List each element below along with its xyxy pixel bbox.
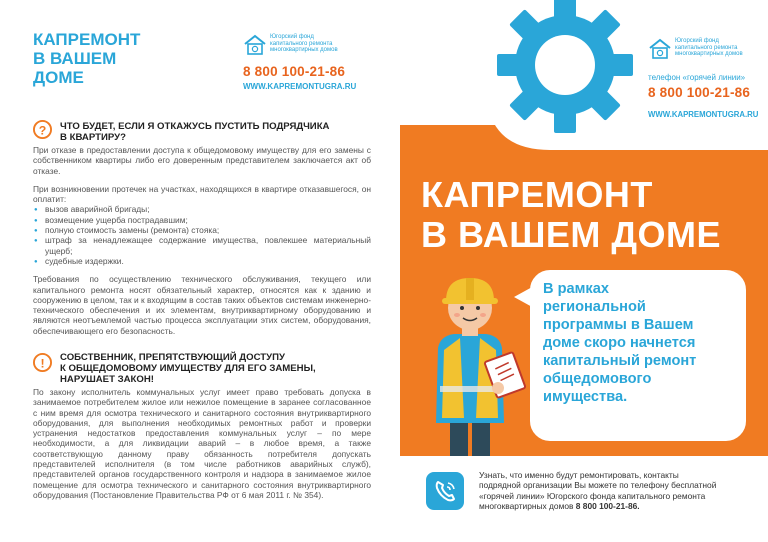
- q1-paragraph-3: Требования по осуществлению технического обслуживания, текущего или капитального ремонта носят обязательный характер, относятся как к зданию и сооружению в целом, так и к входящим в состав таких объектов системам инженерно-технического обеспечения и их элементам, внутриквартирному оборудованию и являются неотъемлемой частью процесса эксплуатации этих систем, оборудования, обеспечивающего его безопасность.: [33, 274, 371, 336]
- hotline-label: телефон «горячей линии»: [648, 73, 746, 82]
- speech-bubble-tail: [514, 286, 534, 308]
- house-logo-icon: [648, 38, 672, 60]
- phone-icon: [426, 472, 464, 510]
- main-title-line: В ВАШЕМ ДОМЕ: [421, 214, 722, 255]
- logo-text-line: Югорский фонд: [675, 38, 719, 44]
- logo-text-line: капитального ремонта: [675, 44, 738, 51]
- gear-icon: [490, 0, 640, 150]
- q1-heading-line: ЧТО БУДЕТ, ЕСЛИ Я ОТКАЖУСЬ ПУСТИТЬ ПОДРЯДЧИКА: [60, 121, 330, 132]
- list-item: ● вызов аварийной бригады;: [43, 204, 371, 214]
- svg-text:?: ?: [38, 123, 47, 138]
- q1-paragraph-1: При отказе в предоставлении доступа к общедомовому имуществу для его замены с собственником квартиры либо его доверенным представителем заключается акт об отказе.: [33, 145, 371, 176]
- q1-bullet-list: [33, 204, 371, 266]
- footer-line: подрядной организации Вы можете по телефону бесплатной: [479, 480, 717, 491]
- house-logo-icon: [243, 34, 267, 56]
- bubble-line: региональной: [543, 299, 646, 315]
- left-title-line-3: ДОМЕ: [33, 68, 84, 87]
- footer-prefix: многоквартирных домов: [479, 500, 576, 511]
- left-logo: [243, 34, 346, 56]
- logo-text-line: многоквартирных домов: [270, 47, 338, 53]
- right-site-link[interactable]: WWW.KAPREMONTUGRA.RU: [648, 110, 759, 119]
- list-item: ● возмещение ущерба пострадавшим;: [43, 215, 371, 225]
- list-item: ● штраф за ненадлежащее содержание имущества, повлекшее материальный ущерб;: [43, 235, 371, 256]
- right-phone: 8 800 100-21-86: [648, 85, 751, 100]
- footer-phone: 8 800 100-21-86.: [575, 500, 640, 511]
- left-title-line-2: В ВАШЕМ: [33, 49, 117, 68]
- list-item: ● судебные издержки.: [43, 256, 371, 266]
- main-title-line: КАПРЕМОНТ: [421, 174, 653, 215]
- footer-line: «горячей линии» Югорского фонда капитального ремонта: [479, 490, 706, 501]
- logo-text-line: Югорский фонд: [270, 34, 314, 40]
- q2-paragraph-1: По закону исполнитель коммунальных услуг имеет право требовать допуска в занимаемое потребителем жилое или нежилое помещение в заранее согласованное с ним время для осмотра технического и санитарного состояния внутриквартирного оборудования, для выполнения необходимых ремонтных работ и проверки устранения недостатков предоставления коммунальных услуг – по мере необходимости, а для ликвидации аварий – в любое время, а также соответствующую данному праву обязанность потребителя допускать представителей исполнителя (в том числе работников аварийных служб), представителей органов государственного контроля и надзора в занимаемое жилое помещение для осмотра технического и санитарного состояния внутриквартирного оборудования (Постановление Правительства РФ от 6 мая 2011 г. № 354).: [33, 387, 371, 500]
- q1-paragraph-2: При возникновении протечек на участках, находящихся в квартире отказавшегося, он оплатит:: [33, 183, 371, 205]
- list-item: ● полную стоимость замены (ремонта) стояка;: [43, 225, 371, 235]
- logo-text-line: многоквартирных домов: [675, 51, 743, 57]
- bubble-line: общедомового: [543, 371, 652, 387]
- bubble-line: капитальный ремонт: [543, 353, 697, 369]
- bubble-line: В рамках: [543, 281, 609, 297]
- q2-heading: [60, 352, 370, 385]
- main-title: [421, 175, 751, 255]
- left-page-title: [33, 30, 183, 87]
- right-logo: [648, 38, 765, 60]
- exclamation-icon: [33, 353, 52, 372]
- footer-line: Узнать, что именно будут ремонтировать, контакты: [479, 470, 679, 480]
- footer-text: [479, 470, 741, 511]
- bubble-line: доме скоро начнется: [543, 335, 696, 351]
- bubble-line: имущества.: [543, 389, 628, 405]
- bubble-line: программы в Вашем: [543, 317, 694, 333]
- svg-text:!: !: [40, 356, 45, 371]
- q2-heading-line: СОБСТВЕННИК, ПРЕПЯТСТВУЮЩИЙ ДОСТУПУ: [60, 352, 285, 363]
- q2-heading-line: К ОБЩЕДОМОВОМУ ИМУЩЕСТВУ ДЛЯ ЕГО ЗАМЕНЫ,: [60, 363, 316, 374]
- footer-line: [479, 501, 741, 511]
- bubble-text: [543, 280, 733, 406]
- left-phone: 8 800 100-21-86: [243, 64, 346, 79]
- q2-body: [33, 387, 371, 508]
- q1-heading: [60, 121, 370, 143]
- question-icon: [33, 120, 52, 139]
- logo-text-line: капитального ремонта: [270, 40, 333, 47]
- left-title-line-1: КАПРЕМОНТ: [33, 30, 141, 49]
- q1-heading-line: В КВАРТИРУ?: [60, 132, 126, 143]
- q1-body: [33, 145, 371, 344]
- q2-heading-line: НАРУШАЕТ ЗАКОН!: [60, 374, 154, 385]
- left-site-link[interactable]: WWW.KAPREMONTUGRA.RU: [243, 82, 357, 91]
